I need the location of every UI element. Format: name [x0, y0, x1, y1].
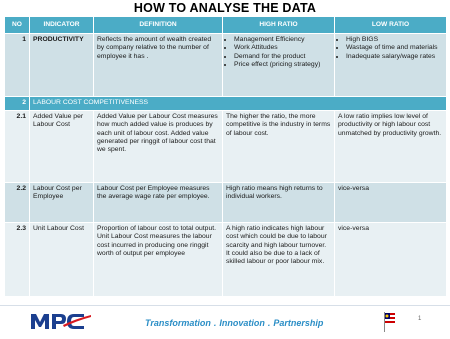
header-indicator: INDICATOR	[30, 17, 94, 34]
tagline-word: Transformation	[145, 318, 211, 328]
table-row	[5, 111, 447, 183]
analysis-table	[4, 16, 447, 297]
row-high-ratio	[223, 34, 335, 97]
row-number: 2.2	[5, 183, 30, 223]
tagline-word: Innovation	[219, 318, 265, 328]
row-number: 2.1	[5, 111, 30, 183]
list-item: • Demand for the product	[234, 53, 331, 61]
row-number: 2.3	[5, 223, 30, 297]
page-title: HOW TO ANALYSE THE DATA	[133, 1, 317, 15]
row-indicator: Labour Cost per Employee	[30, 183, 94, 223]
list-item: • High BIGS	[346, 36, 443, 44]
row-number: 1	[5, 34, 30, 97]
table-header-row	[5, 17, 447, 34]
list-item: • Management Efficiency	[234, 36, 331, 44]
row-indicator: Unit Labour Cost	[30, 223, 94, 297]
list-item: • Wastage of time and materials	[346, 44, 443, 52]
table-row	[5, 183, 447, 223]
tagline-separator: .	[213, 318, 217, 328]
section-label: LABOUR COST COMPETITIVENESS	[30, 97, 447, 111]
list-item: • Work Attitudes	[234, 44, 331, 52]
header-low-ratio: LOW RATIO	[335, 17, 447, 34]
tagline	[145, 318, 323, 328]
row-low-ratio: vice-versa	[335, 183, 447, 223]
section-number: 2	[5, 97, 30, 111]
tagline-word: Partnership	[273, 318, 324, 328]
header-no: NO	[5, 17, 30, 34]
table-row	[5, 34, 447, 97]
row-indicator: PRODUCTIVITY	[30, 34, 94, 97]
row-low-ratio	[335, 34, 447, 97]
row-definition: Reflects the amount of wealth created by company relative to the number of employee it has .	[94, 34, 223, 97]
mpc-logo	[30, 312, 92, 330]
list-item: • Price effect (pricing strategy)	[234, 61, 331, 69]
list-item: • Inadequate salary/wage rates	[346, 53, 443, 61]
row-high-ratio: High ratio means high returns to individual workers.	[223, 183, 335, 223]
page-number: 1	[418, 316, 422, 322]
table-row	[5, 223, 447, 297]
malaysia-flag-icon	[384, 312, 396, 332]
header-definition: DEFINITION	[94, 17, 223, 34]
row-high-ratio: The higher the ratio, the more competitive is the industry in terms of labour cost.	[223, 111, 335, 183]
row-definition: Added Value per Labour Cost measures how much added value is produces by each unit of labour cost. Added value generated per ringgit of labour cost that we spent.	[94, 111, 223, 183]
section-row	[5, 97, 447, 111]
header-high-ratio: HIGH RATIO	[223, 17, 335, 34]
row-definition	[94, 223, 223, 297]
row-indicator: Added Value per Labour Cost	[30, 111, 94, 183]
tagline-separator: .	[267, 318, 271, 328]
row-high-ratio: A high ratio indicates high labour cost which could be due to labour scarcity and high labour turnover. It could also be due to a lack of skilled labour or poor labour mix.	[223, 223, 335, 297]
definition-line: Unit Labour Cost measures the labour cost incurred in producing one ringgit worth of output per employee	[97, 233, 212, 257]
row-definition: Labour Cost per Employee measures the average wage rate per employee.	[94, 183, 223, 223]
definition-line: Proportion of labour cost to total output.	[97, 225, 217, 232]
row-low-ratio: A low ratio implies low level of productivity or high labour cost unmatched by productivity growth.	[335, 111, 447, 183]
row-low-ratio: vice-versa	[335, 223, 447, 297]
